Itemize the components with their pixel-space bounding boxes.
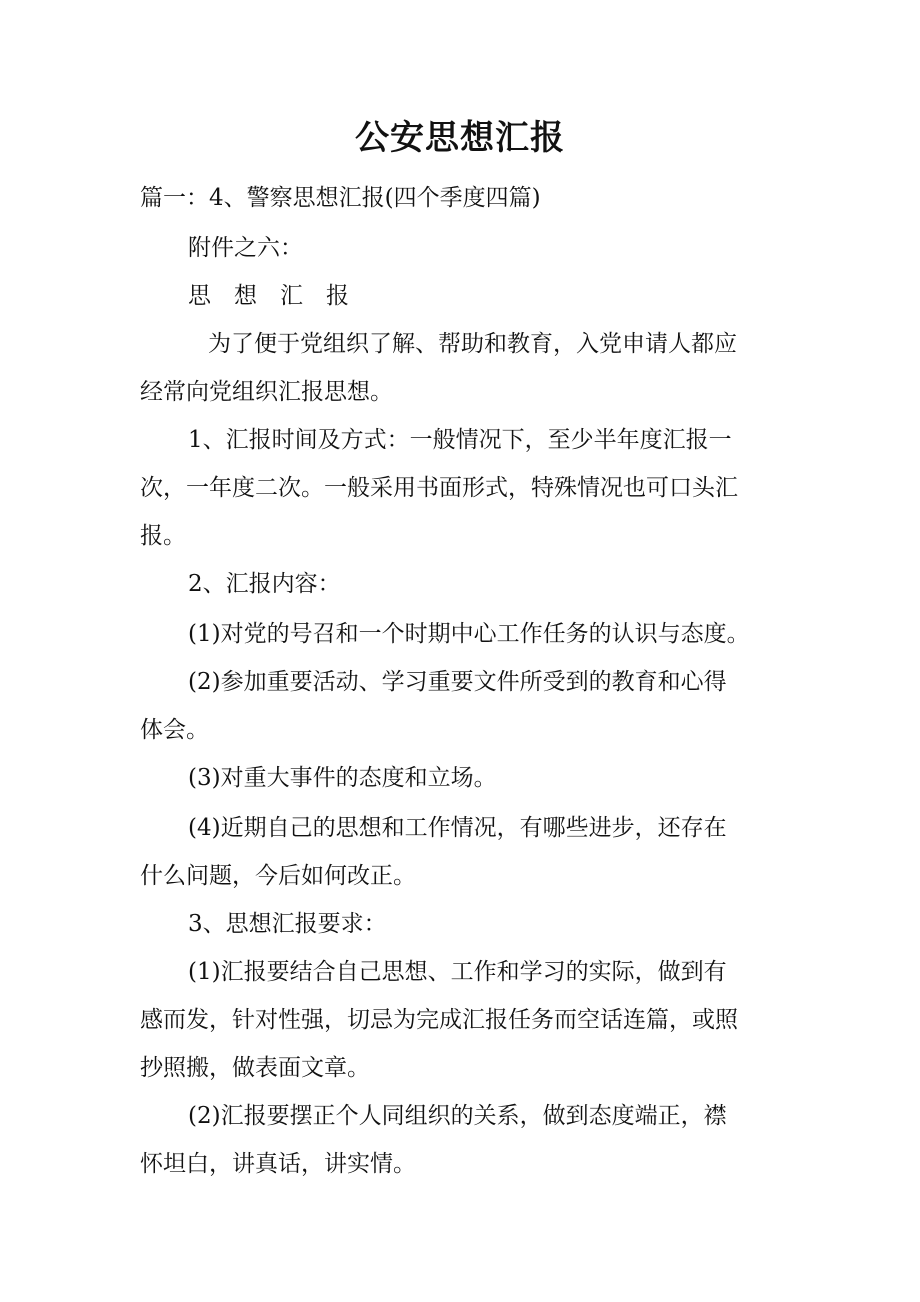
list-item: (1)汇报要结合自己思想、工作和学习的实际，做到有 bbox=[188, 959, 727, 985]
paragraph-line: 报。 bbox=[140, 523, 186, 549]
list-item: (3)对重大事件的态度和立场。 bbox=[188, 765, 497, 791]
list-item: (1)对党的号召和一个时期中心工作任务的认识与态度。 bbox=[188, 621, 750, 647]
paragraph-line: 次，一年度二次。一般采用书面形式，特殊情况也可口头汇 bbox=[140, 475, 738, 501]
paragraph-line: 为了便于党组织了解、帮助和教育，入党申请人都应 bbox=[208, 331, 737, 357]
subheading: 思 想 汇 报 bbox=[188, 283, 349, 309]
list-item: (4)近期自己的思想和工作情况，有哪些进步，还存在 bbox=[188, 815, 727, 841]
paragraph-line: 怀坦白，讲真话，讲实情。 bbox=[140, 1151, 416, 1177]
paragraph-line: 经常向党组织汇报思想。 bbox=[140, 379, 393, 405]
attachment-label: 附件之六： bbox=[188, 235, 303, 261]
section-heading: 篇一：4、警察思想汇报(四个季度四篇) bbox=[140, 185, 541, 211]
list-item: (2)汇报要摆正个人同组织的关系，做到态度端正，襟 bbox=[188, 1103, 727, 1129]
document-title: 公安思想汇报 bbox=[355, 118, 565, 158]
paragraph-line: 1、汇报时间及方式：一般情况下，至少半年度汇报一 bbox=[188, 427, 732, 453]
paragraph-line: 什么问题，今后如何改正。 bbox=[140, 863, 416, 889]
paragraph-line: 3、思想汇报要求： bbox=[188, 911, 387, 937]
paragraph-line: 抄照搬，做表面文章。 bbox=[140, 1055, 370, 1081]
paragraph-line: 感而发，针对性强，切忌为完成汇报任务而空话连篇，或照 bbox=[140, 1007, 738, 1033]
paragraph-line: 体会。 bbox=[140, 717, 209, 743]
list-item: (2)参加重要活动、学习重要文件所受到的教育和心得 bbox=[188, 669, 727, 695]
paragraph-line: 2、汇报内容： bbox=[188, 571, 341, 597]
